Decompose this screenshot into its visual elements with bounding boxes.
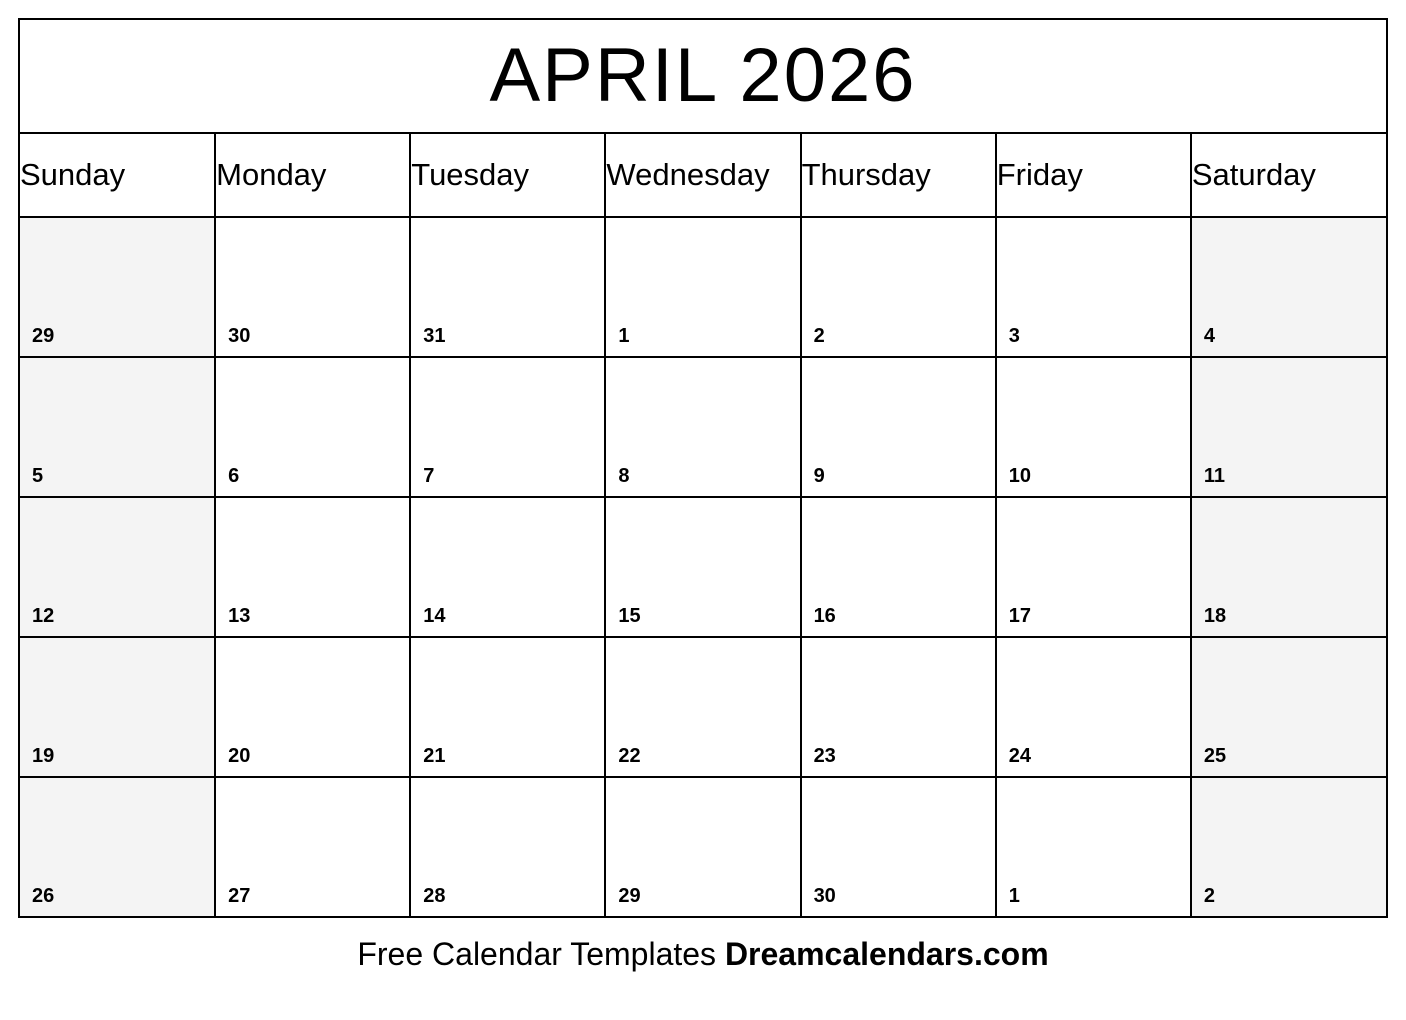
day-number: 15 xyxy=(618,605,641,627)
day-number: 27 xyxy=(228,885,251,907)
day-cell[interactable] xyxy=(996,637,1191,777)
calendar-week-row xyxy=(20,777,1386,916)
day-cell[interactable] xyxy=(605,357,800,497)
day-number: 26 xyxy=(32,885,55,907)
day-number: 29 xyxy=(32,325,55,347)
day-number: 23 xyxy=(813,745,836,767)
day-cell[interactable] xyxy=(1191,357,1386,497)
footer xyxy=(0,938,1406,970)
day-number: 18 xyxy=(1203,605,1227,627)
day-cell[interactable] xyxy=(801,497,996,637)
day-cell[interactable] xyxy=(410,217,605,357)
footer-brand: Dreamcalendars.com xyxy=(724,936,1049,972)
calendar-grid xyxy=(20,134,1386,916)
day-number: 22 xyxy=(618,745,641,767)
day-number: 12 xyxy=(32,605,55,627)
day-number: 8 xyxy=(618,465,630,487)
day-cell[interactable] xyxy=(605,637,800,777)
day-number: 10 xyxy=(1008,465,1031,487)
calendar-week-row xyxy=(20,497,1386,637)
day-cell[interactable] xyxy=(996,777,1191,916)
day-cell[interactable] xyxy=(605,217,800,357)
day-cell[interactable] xyxy=(215,497,410,637)
day-cell[interactable] xyxy=(215,217,410,357)
day-cell[interactable] xyxy=(1191,777,1386,916)
day-cell[interactable] xyxy=(215,357,410,497)
calendar-container xyxy=(18,18,1388,918)
weekday-header-tuesday: Tuesday xyxy=(410,134,605,217)
day-number: 28 xyxy=(423,885,446,907)
day-number: 25 xyxy=(1203,745,1227,767)
calendar-week-row xyxy=(20,217,1386,357)
day-cell[interactable] xyxy=(20,217,215,357)
day-cell[interactable] xyxy=(410,497,605,637)
day-cell[interactable] xyxy=(20,357,215,497)
page-title: APRIL 2026 xyxy=(489,33,917,118)
day-number: 5 xyxy=(32,465,44,487)
day-number: 7 xyxy=(423,465,435,487)
calendar-title-row xyxy=(20,20,1386,134)
day-number: 29 xyxy=(618,885,641,907)
day-number: 19 xyxy=(32,745,55,767)
day-cell[interactable] xyxy=(801,637,996,777)
day-cell[interactable] xyxy=(1191,217,1386,357)
day-cell[interactable] xyxy=(801,777,996,916)
day-number: 1 xyxy=(1008,885,1020,907)
day-cell[interactable] xyxy=(996,217,1191,357)
day-number: 30 xyxy=(228,325,251,347)
day-number: 2 xyxy=(813,325,825,347)
day-number: 1 xyxy=(618,325,630,347)
day-cell[interactable] xyxy=(410,777,605,916)
weekday-header-wednesday: Wednesday xyxy=(605,134,800,217)
weekday-header-sunday: Sunday xyxy=(20,134,215,217)
weekday-header-friday: Friday xyxy=(996,134,1191,217)
day-number: 30 xyxy=(813,885,836,907)
day-cell[interactable] xyxy=(410,357,605,497)
weekday-header-row xyxy=(20,134,1386,217)
day-number: 24 xyxy=(1008,745,1031,767)
day-number: 13 xyxy=(228,605,251,627)
day-cell[interactable] xyxy=(605,777,800,916)
day-cell[interactable] xyxy=(20,777,215,916)
day-number: 16 xyxy=(813,605,836,627)
day-cell[interactable] xyxy=(801,217,996,357)
day-cell[interactable] xyxy=(215,637,410,777)
calendar-week-row xyxy=(20,357,1386,497)
day-cell[interactable] xyxy=(996,357,1191,497)
day-number: 17 xyxy=(1008,605,1031,627)
day-cell[interactable] xyxy=(996,497,1191,637)
day-cell[interactable] xyxy=(801,357,996,497)
weekday-header-monday: Monday xyxy=(215,134,410,217)
footer-free-text: Free Calendar Templates xyxy=(357,936,725,972)
weekday-header-thursday: Thursday xyxy=(801,134,996,217)
day-number: 20 xyxy=(228,745,251,767)
day-number: 21 xyxy=(423,745,446,767)
day-number: 11 xyxy=(1203,465,1225,487)
day-number: 14 xyxy=(423,605,446,627)
day-number: 2 xyxy=(1203,885,1215,907)
day-cell[interactable] xyxy=(605,497,800,637)
day-number: 3 xyxy=(1008,325,1020,347)
day-cell[interactable] xyxy=(215,777,410,916)
calendar-week-row xyxy=(20,637,1386,777)
day-cell[interactable] xyxy=(410,637,605,777)
day-number: 4 xyxy=(1203,325,1215,347)
day-number: 31 xyxy=(423,325,446,347)
day-number: 6 xyxy=(228,465,240,487)
day-cell[interactable] xyxy=(1191,637,1386,777)
day-cell[interactable] xyxy=(1191,497,1386,637)
day-number: 9 xyxy=(813,465,825,487)
day-cell[interactable] xyxy=(20,497,215,637)
day-cell[interactable] xyxy=(20,637,215,777)
weekday-header-saturday: Saturday xyxy=(1191,134,1386,217)
